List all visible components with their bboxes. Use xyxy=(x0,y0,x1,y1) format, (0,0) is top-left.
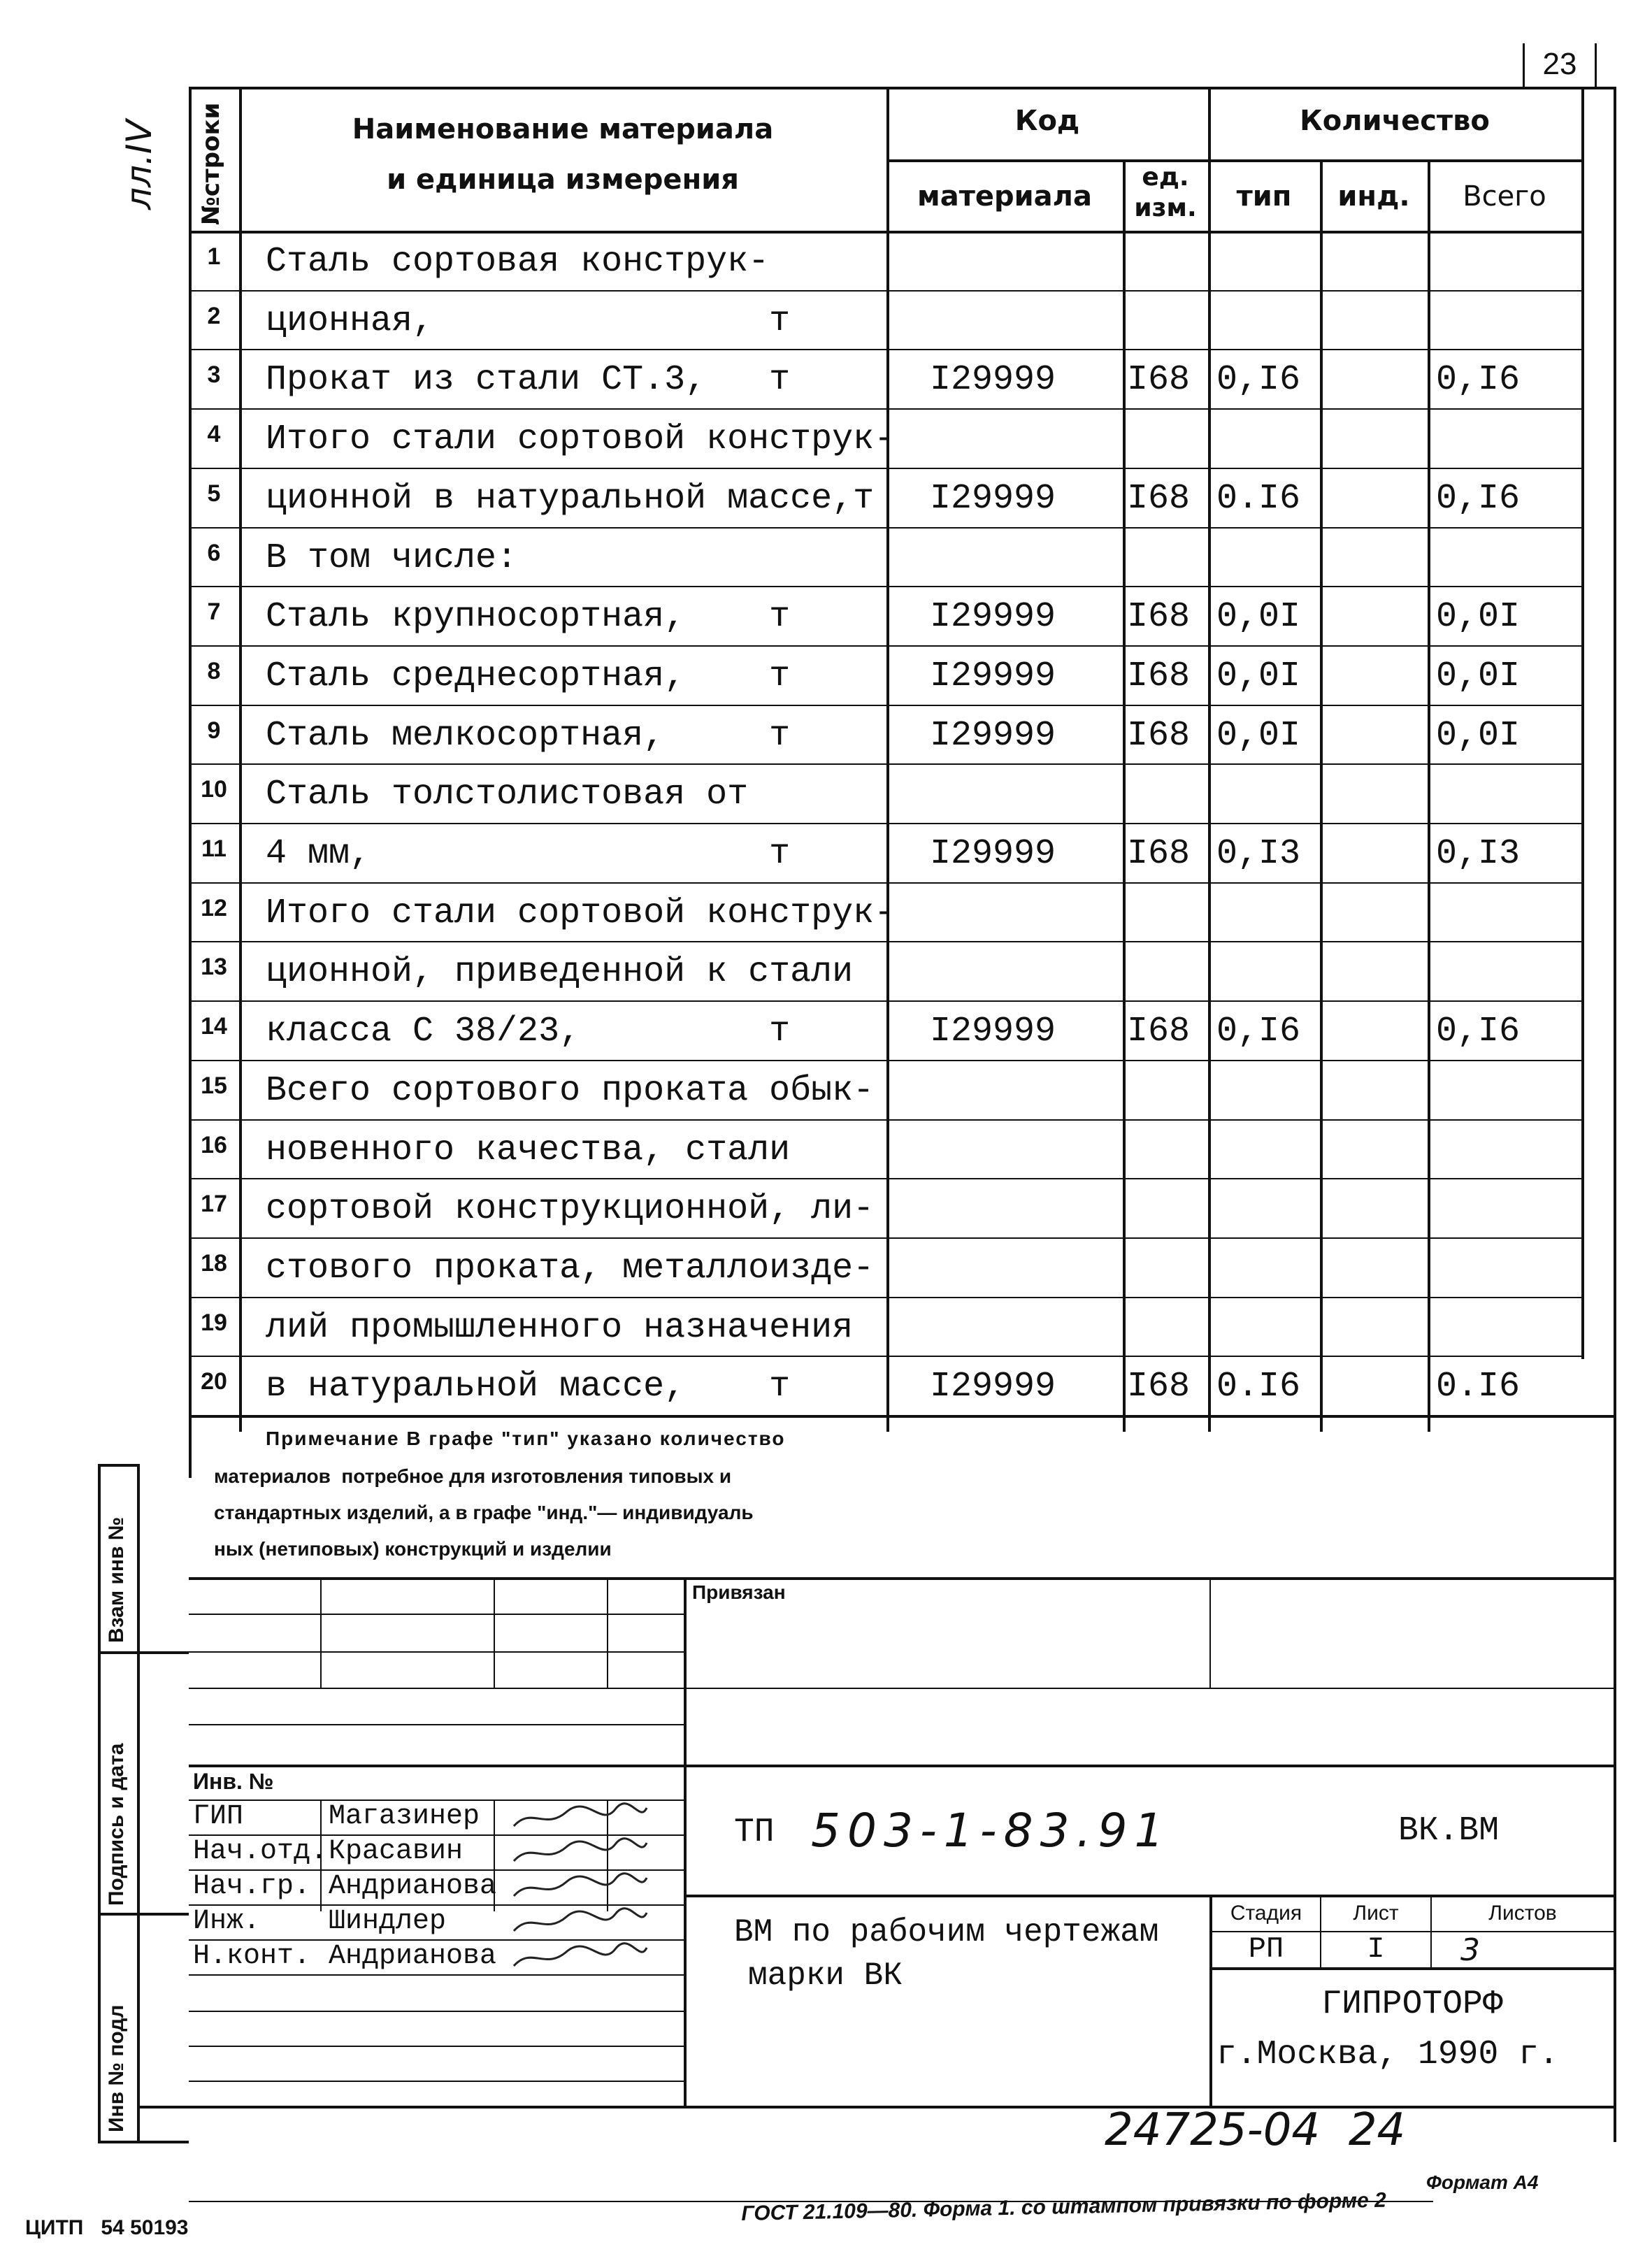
material-name: 4 мм, т xyxy=(266,834,791,874)
margin-note: лл.IV xyxy=(119,120,159,210)
row-divider xyxy=(189,1178,1583,1179)
material-name: Сталь крупносортная, т xyxy=(266,597,791,638)
material-code: I29999 xyxy=(930,1012,1056,1052)
material-code: I29999 xyxy=(930,597,1056,638)
title-line1: ВМ по рабочим чертежам xyxy=(734,1914,1159,1951)
grid-h13 xyxy=(189,2011,685,2012)
row-number: 4 xyxy=(207,421,221,448)
grid-h2 xyxy=(189,1651,685,1653)
grid-h3 xyxy=(189,1688,1615,1689)
signature-name: Шиндлер xyxy=(329,1906,447,1937)
header-code: Код xyxy=(1014,105,1080,137)
row-number: 6 xyxy=(207,539,221,566)
row-divider xyxy=(189,645,1583,647)
signature-scribble-icon xyxy=(510,1872,650,1902)
signature-role: Нач.отд. xyxy=(193,1836,328,1867)
page-number: 23 xyxy=(1542,47,1577,81)
qty-total: 0.I6 xyxy=(1436,1367,1521,1407)
header-mid-line xyxy=(886,159,1583,162)
signature-role: Нач.гр. xyxy=(193,1871,311,1902)
document-mark: ВК.ВМ xyxy=(1398,1812,1500,1850)
row-number: 14 xyxy=(201,1013,227,1040)
privyazan-divider xyxy=(1209,1577,1211,1688)
material-name: Прокат из стали СТ.3, т xyxy=(266,360,791,401)
material-code: I29999 xyxy=(930,834,1056,874)
signature-role: Н.конт. xyxy=(193,1941,311,1972)
row-divider xyxy=(189,408,1583,410)
row-number: 20 xyxy=(201,1368,227,1395)
row-number: 12 xyxy=(201,894,227,921)
row-number: 10 xyxy=(201,776,227,803)
signature-scribble-icon xyxy=(510,1837,650,1867)
row-divider xyxy=(189,882,1583,884)
material-name: В том числе: xyxy=(266,538,518,578)
side-top xyxy=(98,1464,138,1467)
material-name: Итого стали сортовой конструк- xyxy=(266,419,896,460)
qty-total: 0,0I xyxy=(1436,597,1521,638)
qty-total: 0,I6 xyxy=(1436,1012,1521,1052)
material-code: I29999 xyxy=(930,1367,1056,1407)
qty-total: 0,I6 xyxy=(1436,478,1521,519)
row-number: 11 xyxy=(201,835,227,862)
rownum-divider xyxy=(239,87,242,1432)
row-number: 2 xyxy=(207,302,221,329)
print-code: ЦИТП 54 50193 xyxy=(25,2216,189,2239)
grid-v2 xyxy=(494,1577,495,1688)
row-number: 18 xyxy=(201,1249,227,1277)
signature-role: ГИП xyxy=(193,1801,244,1832)
header-material: материала xyxy=(917,180,1092,213)
gost-label: ГОСТ 21.109—80. Форма 1. со штампом привязки по форме 2 xyxy=(741,2188,1387,2225)
row-divider xyxy=(189,1000,1583,1002)
material-name: лий промышленного назначения xyxy=(266,1307,854,1348)
material-name: Сталь мелкосортная, т xyxy=(266,715,791,756)
qty-type: 0,0I xyxy=(1216,715,1301,756)
header-name-line2: и единица измерения xyxy=(387,164,739,196)
side-div2 xyxy=(98,1913,189,1916)
note-top-line xyxy=(189,1415,1615,1418)
qty-type: 0.I6 xyxy=(1216,478,1301,519)
header-total: Всего xyxy=(1463,180,1546,213)
row-number: 5 xyxy=(207,480,221,507)
row-number: 7 xyxy=(207,598,221,626)
signature-name: Магазинер xyxy=(329,1801,480,1832)
row-divider xyxy=(189,1356,1583,1357)
row-divider xyxy=(189,1297,1583,1298)
qty-type: 0,I6 xyxy=(1216,360,1301,401)
stage-value: РП xyxy=(1248,1932,1284,1966)
qty-type: 0,I3 xyxy=(1216,834,1301,874)
grid-v1 xyxy=(320,1577,322,1688)
row-divider xyxy=(189,586,1583,587)
row-number: 15 xyxy=(201,1072,227,1099)
format-label: Формат А4 xyxy=(1426,2171,1539,2193)
grid-h9 xyxy=(685,1895,1615,1897)
grid-h4 xyxy=(189,1724,685,1725)
header-bottom-line xyxy=(189,231,1583,234)
unit-code: I68 xyxy=(1127,360,1191,401)
material-code: I29999 xyxy=(930,478,1056,519)
page-number-box xyxy=(1523,43,1597,87)
unit-divider xyxy=(1208,87,1211,1432)
qty-type: 0,0I xyxy=(1216,656,1301,696)
stage-label: Стадия xyxy=(1230,1902,1302,1925)
row-divider xyxy=(189,941,1583,942)
signature-name: Андрианова xyxy=(329,1941,497,1972)
stamp-main-divider xyxy=(684,1577,687,2106)
material-name: новенного качества, стали xyxy=(266,1130,791,1170)
side-bottom xyxy=(98,2141,189,2143)
row-number: 19 xyxy=(201,1309,227,1336)
signature-scribble-icon xyxy=(510,1942,650,1971)
row-divider xyxy=(189,1060,1583,1061)
side-label-inv-podl: Инв № подл xyxy=(105,2004,128,2132)
material-code: I29999 xyxy=(930,360,1056,401)
grid-h15 xyxy=(189,2081,685,2082)
header-ind: инд. xyxy=(1337,180,1410,213)
side-column-right xyxy=(137,1464,140,2142)
note-line4: ных (нетиповых) конструкций и изделии xyxy=(214,1538,612,1560)
unit-code: I68 xyxy=(1127,715,1191,756)
organization-name: ГИПРОТОРФ xyxy=(1321,1985,1503,2023)
project-number: 503-1-83.91 xyxy=(811,1804,1171,1858)
unit-code: I68 xyxy=(1127,1367,1191,1407)
row-number: 13 xyxy=(201,954,227,981)
stage-bottom xyxy=(1209,1967,1615,1970)
qty-total: 0,0I xyxy=(1436,656,1521,696)
grid-v3 xyxy=(607,1577,608,1688)
signature-scribble-icon xyxy=(510,1802,650,1832)
unit-code: I68 xyxy=(1127,597,1191,638)
material-name: стового проката, металлоизде- xyxy=(266,1248,875,1288)
row-number: 16 xyxy=(201,1131,227,1158)
material-name: в натуральной массе, т xyxy=(266,1367,791,1407)
material-name: Сталь толстолистовая от xyxy=(266,775,749,815)
inv-no-label: Инв. № xyxy=(193,1769,274,1794)
organization-city: г.Москва, 1990 г. xyxy=(1216,2036,1559,2074)
sheets-value: 3 xyxy=(1460,1932,1480,1968)
page-right-border xyxy=(1614,87,1616,2142)
material-name: Итого стали сортовой конструк- xyxy=(266,893,896,933)
side-column-left xyxy=(98,1464,101,2142)
material-name: Сталь среднесортная, т xyxy=(266,656,791,696)
note-line1: Примечание В графе "тип" указано количество xyxy=(266,1428,786,1449)
material-name: сортовой конструкционной, ли- xyxy=(266,1189,875,1230)
row-divider xyxy=(189,1237,1583,1239)
title-line2: марки ВК xyxy=(748,1957,903,1994)
grid-h1 xyxy=(189,1614,685,1615)
row-number: 17 xyxy=(201,1191,227,1218)
material-code: I29999 xyxy=(930,656,1056,696)
row-divider xyxy=(189,705,1583,706)
signature-name: Красавин xyxy=(329,1836,464,1867)
row-divider xyxy=(189,763,1583,765)
signature-role: Инж. xyxy=(193,1906,261,1937)
table-top-border xyxy=(189,87,1615,89)
grid-h14 xyxy=(189,2046,685,2047)
privyazan-label: Привязан xyxy=(692,1581,786,1603)
side-div1 xyxy=(98,1651,189,1654)
material-name: ционной в натуральной массе,т xyxy=(266,478,875,519)
row-divider xyxy=(189,290,1583,292)
side-label-vzam: Взам инв № xyxy=(105,1516,128,1643)
row-divider xyxy=(189,468,1583,469)
stamp-top-line xyxy=(189,1577,1615,1580)
handwritten-number: 24725-04 24 xyxy=(1105,2104,1406,2156)
sheets-label: Листов xyxy=(1488,1902,1557,1925)
row-divider xyxy=(189,349,1583,350)
row-divider xyxy=(189,823,1583,824)
qty-type: 0,0I xyxy=(1216,597,1301,638)
header-name-line1: Наименование материала xyxy=(352,113,774,145)
sheet-label: Лист xyxy=(1353,1902,1399,1925)
header-unit: ед. изм. xyxy=(1134,163,1197,222)
row-divider xyxy=(189,527,1583,529)
row-divider xyxy=(189,1119,1583,1121)
material-name: Сталь сортовая конструк- xyxy=(266,242,770,282)
unit-code: I68 xyxy=(1127,834,1191,874)
qty-total: 0,I3 xyxy=(1436,834,1521,874)
note-line2: материалов потребное для изготовления типовых и xyxy=(214,1465,732,1487)
row-number: 3 xyxy=(207,361,221,389)
sheet-value: I xyxy=(1367,1932,1385,1966)
side-label-podpis: Подпись и дата xyxy=(105,1743,128,1906)
tp-prefix: ТП xyxy=(734,1813,775,1851)
grid-h5 xyxy=(189,1765,1615,1767)
unit-code: I68 xyxy=(1127,478,1191,519)
row-number: 9 xyxy=(207,717,221,744)
material-name: Всего сортового проката обык- xyxy=(266,1070,875,1111)
name-divider xyxy=(886,87,889,1432)
row-number: 1 xyxy=(207,243,221,270)
note-line3: стандартных изделий, а в графе "инд."— индивидуаль xyxy=(214,1502,754,1523)
material-name: класса С 38/23, т xyxy=(266,1012,791,1052)
qty-type: 0.I6 xyxy=(1216,1367,1301,1407)
row-number: 8 xyxy=(207,657,221,684)
header-type: тип xyxy=(1236,180,1292,213)
qty-total: 0,I6 xyxy=(1436,360,1521,401)
total-right-border xyxy=(1581,87,1584,1359)
unit-code: I68 xyxy=(1127,656,1191,696)
header-row-no: №строки xyxy=(197,102,225,225)
material-name: ционной, приведенной к стали xyxy=(266,952,854,993)
unit-code: I68 xyxy=(1127,1012,1191,1052)
signature-name: Андрианова xyxy=(329,1871,497,1902)
material-name: ционная, т xyxy=(266,301,791,341)
grid-h12 xyxy=(189,1974,685,1976)
qty-total: 0,0I xyxy=(1436,715,1521,756)
qty-type: 0,I6 xyxy=(1216,1012,1301,1052)
material-code: I29999 xyxy=(930,715,1056,756)
header-quantity: Количество xyxy=(1300,105,1490,137)
signature-scribble-icon xyxy=(510,1907,650,1937)
